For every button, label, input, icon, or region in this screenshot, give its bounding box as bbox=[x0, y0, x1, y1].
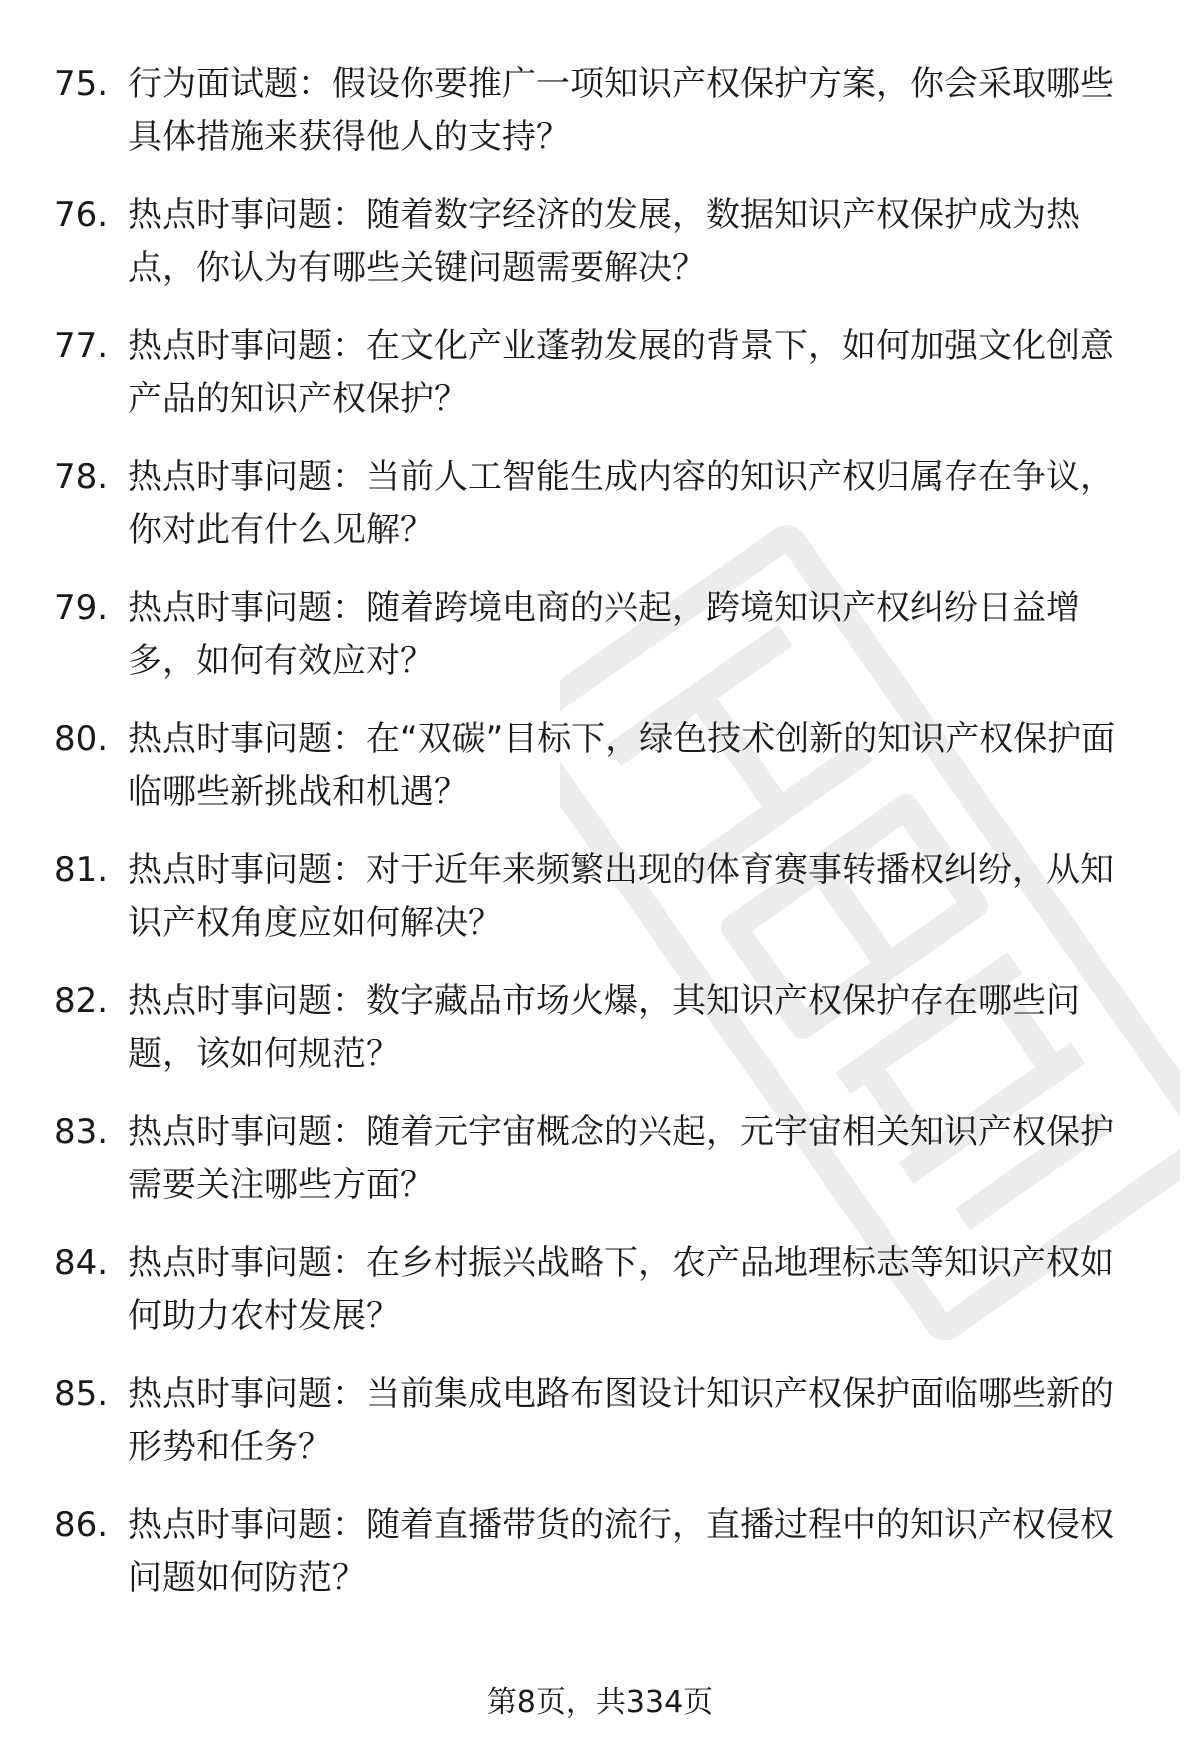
question-number: 82. bbox=[54, 981, 109, 1021]
question-number: 81. bbox=[54, 850, 109, 890]
question-text: 热点时事问题：对于近年来频繁出现的体育赛事转播权纠纷，从知识产权角度应如何解决？ bbox=[128, 850, 1114, 943]
question-number: 77. bbox=[54, 326, 109, 366]
list-item bbox=[0, 451, 1200, 582]
list-item bbox=[0, 1499, 1200, 1630]
question-text: 热点时事问题：当前人工智能生成内容的知识产权归属存在争议，你对此有什么见解？ bbox=[128, 457, 1114, 550]
question-number: 84. bbox=[54, 1243, 109, 1283]
question-text: 热点时事问题：在乡村振兴战略下，农产品地理标志等知识产权如何助力农村发展？ bbox=[128, 1243, 1114, 1336]
question-number: 75. bbox=[54, 64, 109, 104]
question-number: 80. bbox=[54, 719, 109, 759]
question-text: 热点时事问题：数字藏品市场火爆，其知识产权保护存在哪些问题，该如何规范？ bbox=[128, 981, 1080, 1074]
question-list bbox=[0, 58, 1200, 1630]
list-item bbox=[0, 1106, 1200, 1237]
list-item bbox=[0, 713, 1200, 844]
list-item bbox=[0, 1368, 1200, 1499]
question-text: 热点时事问题：在“双碳”目标下，绿色技术创新的知识产权保护面临哪些新挑战和机遇？ bbox=[128, 719, 1116, 812]
page-number-footer: 第8页，共334页 bbox=[486, 1685, 714, 1720]
question-text: 热点时事问题：在文化产业蓬勃发展的背景下，如何加强文化创意产品的知识产权保护？ bbox=[128, 326, 1114, 419]
list-item bbox=[0, 975, 1200, 1106]
list-item bbox=[0, 189, 1200, 320]
question-number: 78. bbox=[54, 457, 109, 497]
list-item bbox=[0, 320, 1200, 451]
question-number: 79. bbox=[54, 588, 109, 628]
question-number: 83. bbox=[54, 1112, 109, 1152]
question-number: 76. bbox=[54, 195, 109, 235]
question-text: 热点时事问题：随着直播带货的流行，直播过程中的知识产权侵权问题如何防范？ bbox=[128, 1505, 1114, 1598]
list-item bbox=[0, 844, 1200, 975]
question-text: 热点时事问题：随着数字经济的发展，数据知识产权保护成为热点，你认为有哪些关键问题需要解决？ bbox=[128, 195, 1080, 288]
question-text: 热点时事问题：当前集成电路布图设计知识产权保护面临哪些新的形势和任务？ bbox=[128, 1374, 1114, 1467]
question-text: 行为面试题：假设你要推广一项知识产权保护方案，你会采取哪些具体措施来获得他人的支持？ bbox=[128, 64, 1114, 157]
question-text: 热点时事问题：随着元宇宙概念的兴起，元宇宙相关知识产权保护需要关注哪些方面？ bbox=[128, 1112, 1114, 1205]
list-item bbox=[0, 1237, 1200, 1368]
question-text: 热点时事问题：随着跨境电商的兴起，跨境知识产权纠纷日益增多，如何有效应对？ bbox=[128, 588, 1080, 681]
list-item bbox=[0, 582, 1200, 713]
question-number: 86. bbox=[54, 1505, 109, 1545]
question-number: 85. bbox=[54, 1374, 109, 1414]
list-item bbox=[0, 58, 1200, 189]
